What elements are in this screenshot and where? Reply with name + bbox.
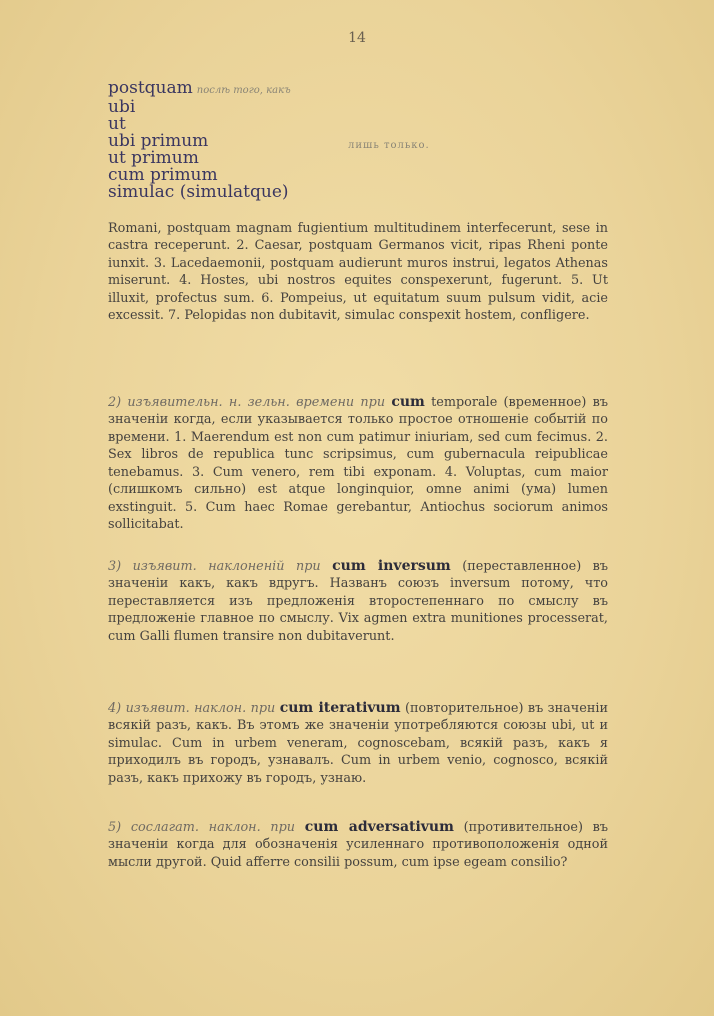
rule-text: (противительное) въ значеніи когда для обозначенія усиленнаго противоположенія одной мысли другой. Quid afferre consilii possum, cum ipse egeam consilio? [108, 819, 608, 870]
rule-keyword: cum adversativum [304, 818, 454, 835]
example-paragraph-1: Romani, postquam magnam fugientium multitudinem interfecerunt, sese in castra receperunt. 2. Caesar, postquam Germanos vicit, ripas Rheni ponte iunxit. 3. Lacedaemonii, postquam audierunt muros instrui, legatos Athenas miserunt. 4. Hostes, ubi nostros equites conspexerunt, fugerunt. 5. Ut illuxit, profectus sum. 6. Pompeius, ut equitatum suum pulsum vidit, acie excessit. 7. Pelopidas non dubitavit, simulac conspexit hostem, confligere. [108, 220, 608, 324]
rule-lead: 3) изъявит. наклоненій при [108, 558, 321, 574]
rule-paragraph-2 [108, 394, 608, 534]
rule-keyword: cum inversum [332, 557, 451, 574]
conjunction-text: ut [108, 114, 126, 134]
conjunction-item [108, 99, 508, 116]
conjunction-list [108, 80, 508, 201]
rule-lead: 4) изъявит. наклон. при [108, 700, 276, 716]
conjunction-text: ut primum [108, 148, 199, 168]
conjunction-text: ubi primum [108, 131, 209, 151]
conjunction-text: cum primum [108, 165, 218, 185]
rule-keyword: cum [391, 393, 425, 410]
conjunction-text: simulac (simulatque) [108, 182, 289, 202]
conjunction-text: postquam [108, 78, 193, 98]
rule-paragraph-5 [108, 819, 608, 872]
rule-paragraph-3 [108, 558, 608, 646]
only-note: лишь только. [348, 140, 430, 151]
conjunction-item [108, 80, 508, 99]
rule-lead: 2) изъявительн. н. зельн. времени при [108, 394, 386, 410]
conjunction-text: ubi [108, 97, 136, 117]
rule-text: (переставленное) въ значеніи какъ, какъ вдругъ. Названъ союзъ inversum потому, что переставляется изъ предложенія второстепеннаго по смыслу въ предложеніе главное по смыслу. Vix agmen extra munitiones processerat, cum Galli flumen transire non dubitaverunt. [108, 558, 609, 644]
rule-text: (повторительное) въ значеніи всякій разъ, какъ. Въ этомъ же значеніи употребляются союзы ubi, ut и simulac. Cum in urbem veneram, cognoscebam, всякій разъ, какъ я приходилъ въ городъ, узнавалъ. Cum in urbem venio, cognosco, всякій разъ, какъ прихожу въ городъ, узнаю. [108, 700, 608, 786]
rule-text: temporale (временное) въ значеніи когда, если указывается только простое отношеніе событій по времени. 1. Maerendum est non cum patimur iniuriam, sed cum fecimus. 2. Sex libros de republica tunc scripsimus, cum gubernacula reipublicae tenebamus. 3. Cum venero, rem tibi exponam. 4. Voluptas, cum maior (слишкомъ сильно) est atque longinquior, omne animi (ума) lumen exstinguit. 5. Cum haec Romae gerebantur, Antiochus sociorum animos sollicitabat. [108, 394, 608, 533]
rule-keyword: cum iterativum [279, 699, 401, 716]
rule-paragraph-4 [108, 700, 608, 788]
conjunction-gloss: послѣ того, какъ [196, 85, 291, 96]
page-number: 14 [348, 30, 366, 46]
rule-lead: 5) сослагат. наклон. при [108, 819, 296, 835]
conjunction-item [108, 184, 508, 201]
